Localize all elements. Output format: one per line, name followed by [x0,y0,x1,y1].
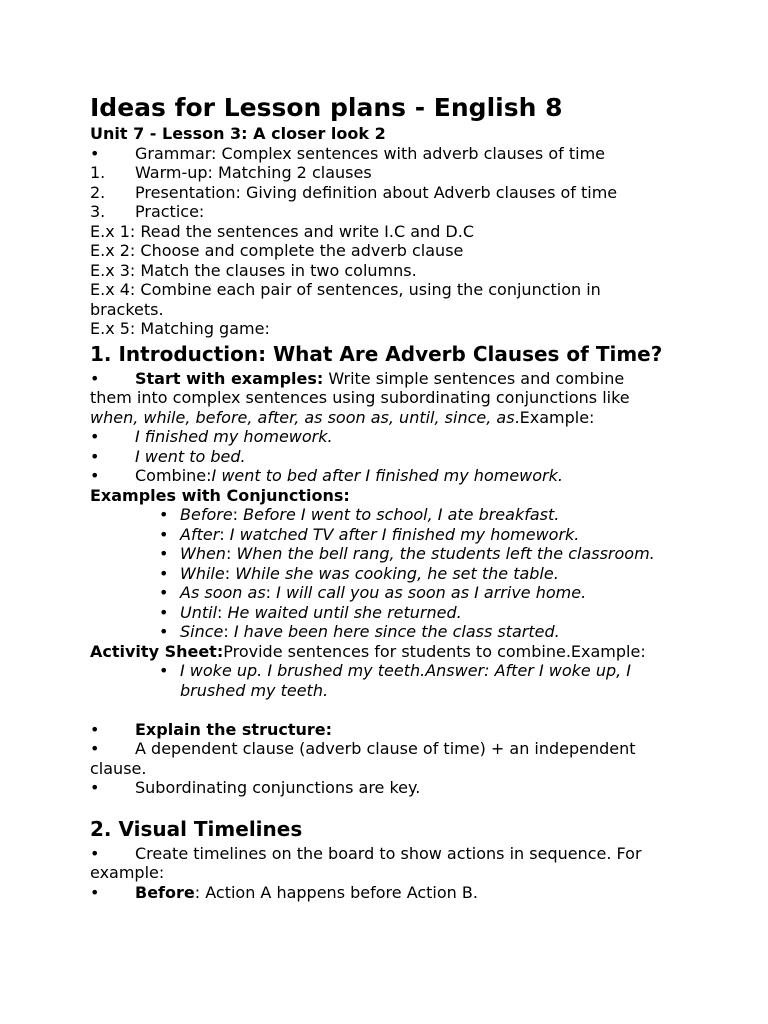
bullet-marker: • [90,719,100,739]
list-item: • While : While she was cooking, he set the table. [159,563,559,583]
activity-example-item [90,661,690,700]
timeline-text: Create timelines on the board to show actions in sequence. For example: [90,843,642,882]
conjunction-label: When [180,544,226,563]
bullet-marker: • [159,524,169,544]
bullet-marker: • [90,739,100,758]
conjunction-example-list [90,505,690,642]
before-text: : Action A happens before Action B. [194,882,478,902]
activity-sheet [90,642,690,662]
conjunction-example: I have been here since the class started. [233,622,560,641]
example-text: I went to bed. [135,446,246,466]
bullet-marker: • [159,622,169,641]
timeline-before-item [90,883,690,903]
conjunction-example: While she was cooking, he set the table. [235,563,559,583]
conjunction-example: Before I went to school, I ate breakfast. [243,505,560,524]
bullet-marker: • [159,661,169,680]
structure-text: Subordinating conjunctions are key. [135,778,421,797]
conjunction-example: I will call you as soon as I arrive home. [276,583,587,602]
combine-label: Combine: [135,466,212,485]
outline-item [90,144,690,164]
document-title: Ideas for Lesson plans - English 8 [90,93,563,122]
activity-label: Activity Sheet: [90,641,224,661]
list-item: • After : I watched TV after I finished my homework. [159,524,580,544]
bullet-marker: • [90,882,100,902]
structure-item [90,778,690,798]
bullet-marker: • [159,544,169,563]
example-item [90,447,690,467]
example-text: I finished my homework. [135,427,333,446]
exercise-item: E.x 3: Match the clauses in two columns. [90,260,417,280]
activity-example: I woke up. I brushed my teeth.Answer: After I woke up, I brushed my teeth. [180,661,632,700]
structure-heading-item [90,720,690,740]
structure-label: Explain the structure: [135,719,333,739]
list-marker: • [90,143,100,163]
section-heading-introduction: 1. Introduction: What Are Adverb Clauses of Time? [90,341,663,366]
list-marker: 3. [90,202,106,221]
exercise-item: E.x 5: Matching game: [90,319,270,338]
bullet-marker: • [90,843,100,863]
conjunction-label: Since [180,622,224,641]
exercise-item: E.x 2: Choose and complete the adverb clause [90,241,464,260]
list-item: • Until : He waited until she returned. [159,602,462,622]
conjunction-example: He waited until she returned. [227,602,462,622]
combine-item [90,466,690,486]
outline-item [90,183,690,203]
start-label: Start with examples: [135,368,324,388]
exercise-list [90,222,690,339]
structure-item [90,739,660,778]
bullet-marker: • [159,505,169,524]
structure-text: A dependent clause (adverb clause of time) + an independent clause. [90,739,636,778]
unit-subtitle: Unit 7 - Lesson 3: A closer look 2 [90,124,386,143]
outline-list [90,144,690,222]
outline-text: Practice: [135,202,205,221]
document-page [90,92,690,902]
list-marker: 1. [90,163,106,182]
list-item: • Since : I have been here since the class started. [159,622,560,641]
conjunction-label: Until [180,602,218,622]
start-text: Write simple sentences and combine them into complex sentences using subordinating conjunctions like [90,368,630,407]
exercise-item: E.x 1: Read the sentences and write I.C and D.C [90,221,475,241]
outline-text: Warm-up: Matching 2 clauses [135,163,372,182]
outline-item [90,163,690,183]
conjunction-label: After [180,524,220,544]
conjunction-label: While [180,563,225,583]
bullet-marker: • [90,466,100,485]
bullet-marker: • [90,427,100,446]
before-label: Before [135,882,195,902]
conjunction-list: when, while, before, after, as soon as, until, since, as [90,407,515,427]
bullet-marker: • [159,583,169,602]
conjunction-label: Before [180,505,233,524]
start-tail: .Example: [514,407,595,427]
section-heading-visual-timelines: 2. Visual Timelines [90,816,303,841]
bullet-marker: • [159,563,169,583]
bullet-marker: • [90,778,100,797]
outline-item [90,202,690,222]
outline-text: Presentation: Giving definition about Adverb clauses of time [135,182,618,202]
conjunction-examples-heading: Examples with Conjunctions: [90,485,350,505]
bullet-marker: • [90,446,100,466]
outline-text: Grammar: Complex sentences with adverb clauses of time [135,143,606,163]
bullet-marker: • [159,602,169,622]
bullet-marker: • [90,368,100,388]
list-item: • Before : Before I went to school, I ate breakfast. [159,505,560,524]
list-item: • As soon as : I will call you as soon as I arrive home. [159,583,587,602]
start-examples-paragraph [90,369,670,428]
exercise-item: E.x 4: Combine each pair of sentences, using the conjunction in brackets. [90,280,601,319]
example-item [90,427,690,447]
activity-text: Provide sentences for students to combine.Example: [223,641,646,661]
list-item: • When : When the bell rang, the students left the classroom. [159,544,655,563]
conjunction-example: I watched TV after I finished my homework. [229,524,580,544]
list-marker: 2. [90,182,106,202]
combine-text: I went to bed after I finished my homework. [211,466,563,485]
timeline-item [90,844,660,883]
conjunction-label: As soon as [180,583,266,602]
conjunction-example: When the bell rang, the students left the classroom. [236,544,655,563]
